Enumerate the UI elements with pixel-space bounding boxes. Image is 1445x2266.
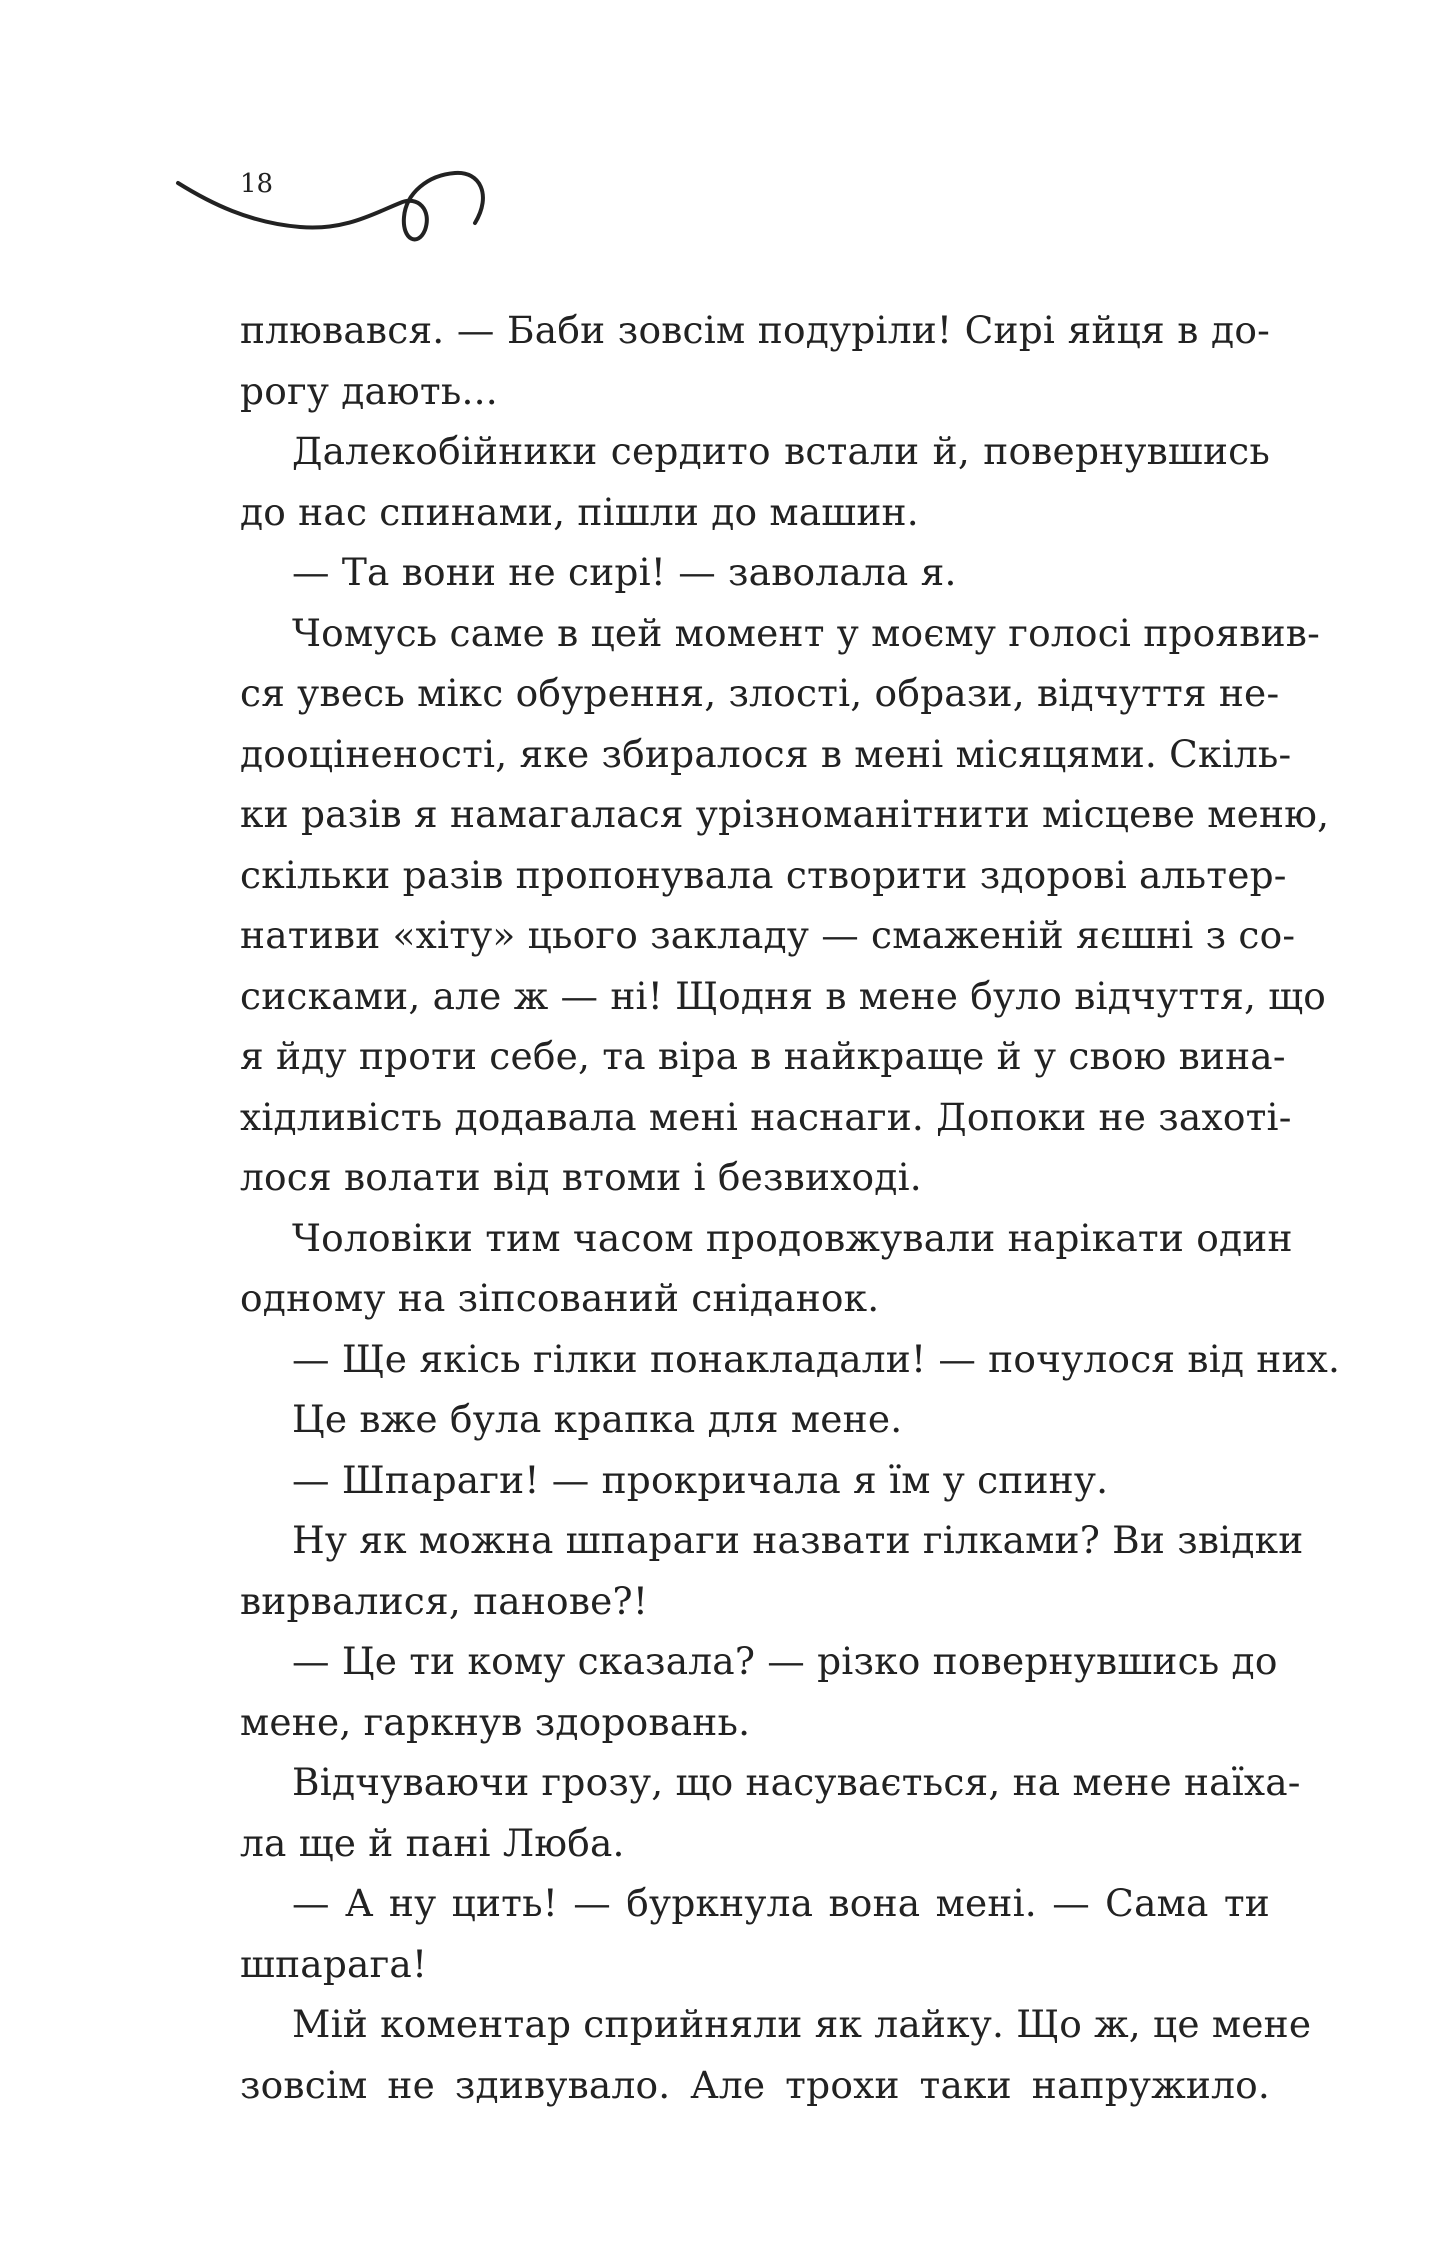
text-line: Чоловіки тим часом продовжували нарікати один xyxy=(292,1215,1293,1260)
text-line: зовсім не здивувало. Але трохи таки напружило. xyxy=(240,2062,1270,2107)
text-line: рогу дають... xyxy=(240,368,498,413)
text-line: — А ну цить! — буркнула вона мені. — Сама ти xyxy=(292,1881,1270,1925)
text-line: скільки разів пропонувала створити здорові альтер- xyxy=(240,852,1287,897)
text-line: Чомусь саме в цей момент у моєму голосі проявив- xyxy=(292,610,1320,655)
text-line: плювався. — Баби зовсім подуріли! Сирі яйця в до- xyxy=(240,308,1270,352)
text-line: Це вже була крапка для мене. xyxy=(292,1397,903,1441)
body-text xyxy=(240,300,1341,2115)
flourish-icon xyxy=(170,155,490,265)
page-header xyxy=(170,155,490,265)
text-line: — Це ти кому сказала? — різко повернувшись до xyxy=(292,1639,1278,1683)
text-line: ки разів я намагалася урізноманітнити місцеве меню, xyxy=(240,792,1330,836)
text-line: ся увесь мікс обурення, злості, образи, відчуття не- xyxy=(240,671,1280,715)
text-line: Відчуваючи грозу, що насувається, на мене наїха- xyxy=(292,1760,1301,1804)
text-line: Мій коментар сприйняли як лайку. Що ж, це мене xyxy=(292,2002,1312,2046)
text-line: Далекобійники сердито встали й, повернувшись xyxy=(292,429,1270,473)
text-line: шпарага! xyxy=(240,1941,428,1986)
text-line: я йду проти себе, та віра в найкраще й у свою вина- xyxy=(240,1034,1286,1078)
text-line: — Шпараги! — прокричала я їм у спину. xyxy=(292,1457,1109,1502)
text-line: — Ще якісь гілки понакладали! — почулося від них. xyxy=(292,1336,1341,1381)
page-number: 18 xyxy=(240,169,274,199)
text-line: мене, гаркнув здоровань. xyxy=(240,1699,751,1744)
text-line: сисками, але ж — ні! Щодня в мене було відчуття, що xyxy=(240,973,1327,1018)
text-line: вирвалися, панове?! xyxy=(240,1578,649,1623)
text-line: Ну як можна шпараги назвати гілками? Ви звідки xyxy=(292,1518,1304,1562)
text-line: — Та вони не сирі! — заволала я. xyxy=(292,550,957,594)
text-line: нативи «хіту» цього закладу — смаженій яєшні з со- xyxy=(240,913,1296,957)
text-line: до нас спинами, пішли до машин. xyxy=(240,489,919,534)
text-line: ла ще й пані Люба. xyxy=(240,1820,625,1865)
text-line: лося волати від втоми і безвиході. xyxy=(240,1155,922,1199)
text-line: одному на зіпсований сніданок. xyxy=(240,1276,880,1320)
text-line: хідливість додавала мені наснаги. Допоки не захоті- xyxy=(240,1094,1292,1139)
text-line: дооціненості, яке збиралося в мені місяцями. Скіль- xyxy=(240,731,1292,776)
